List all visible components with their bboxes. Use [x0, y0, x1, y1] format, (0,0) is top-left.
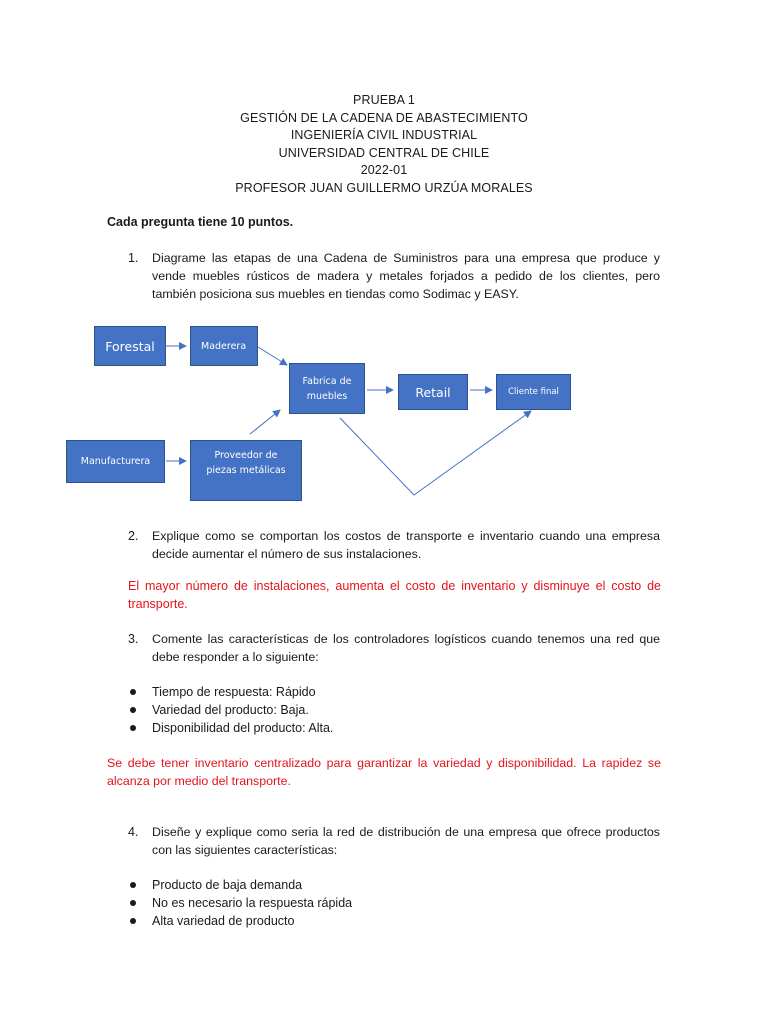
node-manufacturera: [66, 440, 165, 483]
bullet-label: Variedad del producto:: [152, 703, 277, 717]
node-proveedor: [190, 440, 302, 501]
bullet-icon: [130, 689, 136, 695]
bullet-icon: [130, 725, 136, 731]
bullet-icon: [130, 900, 136, 906]
bullet-value: Alta.: [308, 721, 334, 735]
q1-number: 1.: [128, 251, 139, 265]
node-forestal-label: Forestal: [105, 338, 155, 354]
list-item: [128, 894, 688, 912]
q4-bullet-list: [128, 876, 688, 930]
bullet-icon: [130, 882, 136, 888]
q1-text: Diagrame las etapas de una Cadena de Suministros para una empresa que produce y vende muebles rústicos de madera y metales forjados a pedido de los clientes, pero también posiciona sus muebles en tiendas como Sodimac y EASY.: [152, 251, 660, 302]
node-cliente-final: [496, 374, 571, 410]
node-maderera-label: Maderera: [201, 340, 247, 352]
node-maderera: [190, 326, 258, 366]
list-item: [128, 876, 688, 894]
arrow-proveedor-fabrica: [250, 410, 280, 434]
q3-number: 3.: [128, 632, 139, 646]
node-cliente-label: Cliente final: [508, 387, 559, 397]
list-item: [128, 701, 688, 719]
list-item: [128, 719, 688, 737]
bullet-value: Baja.: [280, 703, 309, 717]
q3-bullet-list: [128, 683, 688, 737]
node-fabrica: [289, 363, 365, 414]
intro-text: Cada pregunta tiene 10 puntos.: [107, 215, 294, 229]
node-forestal: [94, 326, 166, 366]
header-period: 2022-01: [360, 163, 408, 178]
q3-text: Comente las características de los controladores logísticos cuando tenemos una red que debe responder a lo siguiente:: [152, 632, 660, 665]
bullet-label: Disponibilidad del producto:: [152, 721, 306, 735]
header-program: INGENIERÍA CIVIL INDUSTRIAL: [290, 128, 478, 143]
bullet-icon: [130, 707, 136, 713]
node-proveedor-label: Proveedor de piezas metálicas: [206, 450, 286, 476]
bullet-label: No es necesario la respuesta rápida: [152, 896, 353, 910]
list-item: [128, 683, 688, 701]
document-header: [0, 92, 768, 198]
arrow-maderera-fabrica: [258, 347, 287, 365]
q2-text: Explique como se comportan los costos de transporte e inventario cuando una empresa decide aumentar el número de sus instalaciones.: [152, 529, 660, 562]
list-item: [128, 912, 688, 930]
header-course: GESTIÓN DE LA CADENA DE ABASTECIMIENTO: [240, 110, 528, 125]
q3-answer: Se debe tener inventario centralizado para garantizar la variedad y disponibilidad. La rapidez se alcanza por medio del transporte.: [107, 756, 661, 789]
q2-number: 2.: [128, 529, 139, 543]
q4-number: 4.: [128, 825, 139, 839]
node-retail-label: Retail: [415, 384, 451, 400]
bullet-icon: [130, 918, 136, 924]
bullet-label: Tiempo de respuesta:: [152, 685, 273, 699]
q4-text: Diseñe y explique como seria la red de distribución de una empresa que ofrece productos con las siguientes características:: [152, 825, 660, 858]
node-retail: [398, 374, 468, 410]
node-fabrica-label: Fabrica de muebles: [302, 375, 352, 402]
bullet-label: Alta variedad de producto: [152, 914, 295, 928]
arrow-fabrica-cliente-direct: [340, 411, 531, 495]
bullet-label: Producto de baja demanda: [152, 878, 303, 892]
bullet-value: Rápido: [275, 685, 316, 699]
node-manufacturera-label: Manufacturera: [80, 456, 151, 467]
header-university: UNIVERSIDAD CENTRAL DE CHILE: [278, 145, 490, 160]
q2-answer: El mayor número de instalaciones, aumenta el costo de inventario y disminuye el costo de transporte.: [128, 579, 661, 612]
header-professor: PROFESOR JUAN GUILLERMO URZÚA MORALES: [235, 180, 533, 195]
header-title: PRUEBA 1: [353, 93, 415, 107]
